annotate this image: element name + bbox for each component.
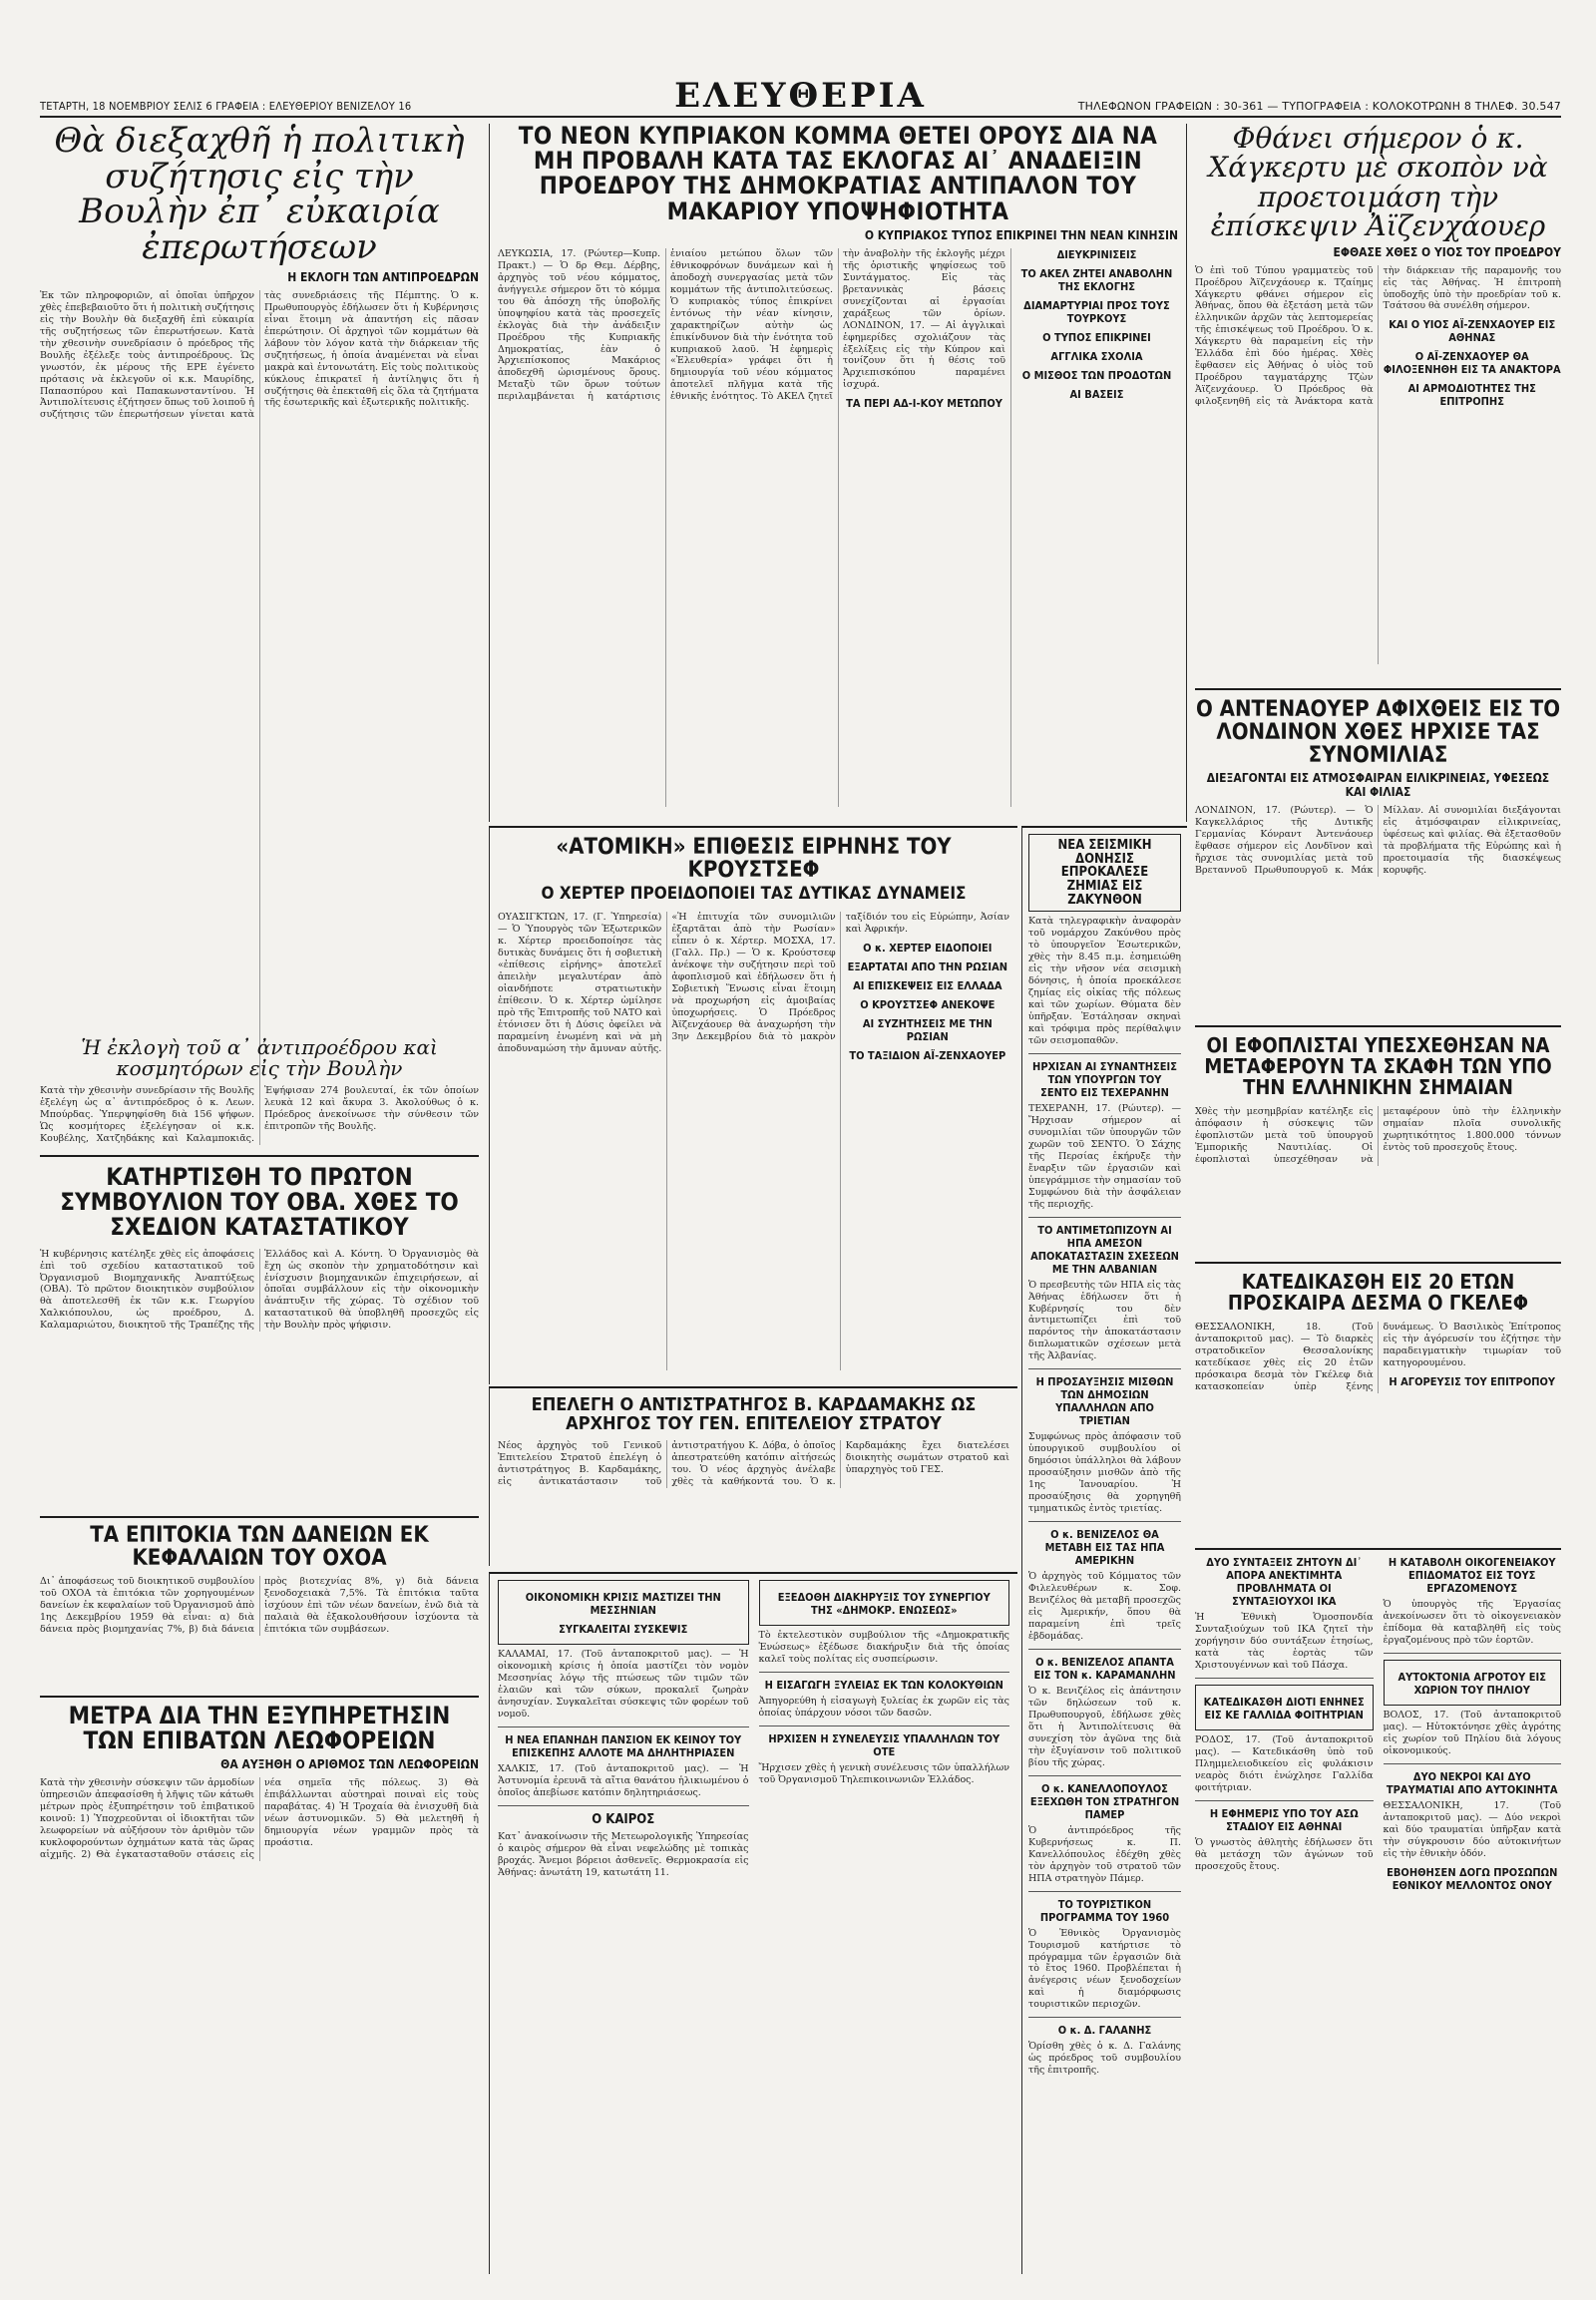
- headline-venizelos-karamanlis: Ο κ. ΒΕΝΙΖΕΛΟΣ ΑΠΑΝΤΑ ΕΙΣ ΤΟΝ κ. ΚΑΡΑΜΑΝΛΗΝ: [1033, 1655, 1176, 1682]
- body-ships: Χθὲς τὴν μεσημβρίαν κατέληξε εἰς ἀπόφασιν ἡ σύσκεψις τῶν ἐφοπλιστῶν μετὰ τοῦ ὑπουργοῦ Ἐμπορικῆς Ναυτιλίας. Οἱ ἐφοπλισταὶ ὑπεσχέθησαν νὰ μεταφέρουν ὑπὸ τὴν ἑλληνικὴν σημαίαν πλοῖα συνολικῆς χωρητικότητος 1.800.000 τόννων ἐντὸς τοῦ προσεχοῦς ἔτους.: [1195, 1106, 1561, 1165]
- kicker-hagerty: ΕΦΘΑΣΕ ΧΘΕΣ Ο ΥΙΟΣ ΤΟΥ ΠΡΟΕΔΡΟΥ: [1333, 244, 1561, 259]
- kicker-adenauer-london: ΔΙΕΞΑΓΟΝΤΑΙ ΕΙΣ ΑΤΜΟΣΦΑΙΡΑΝ ΕΙΛΙΚΡΙΝΕΙΑΣ, ΥΦΕΣΕΩΣ ΚΑΙ ΦΙΛΙΑΣ: [1206, 771, 1550, 800]
- body-crash: ΘΕΣΣΑΛΟΝΙΚΗ, 17. (Τοῦ ἀνταποκριτοῦ μας). — Δύο νεκροὶ καὶ δύο τραυματίαι ὑπῆρξαν κατὰ τὴν σύγκρουσιν δύο αὐτοκινήτων εἰς τὴν ἐθνικὴν ὁδόν.: [1383, 1799, 1561, 1859]
- headline-albania: ΤΟ ΑΝΤΙΜΕΤΩΠΙΖΟΥΝ ΑΙ ΗΠΑ ΑΜΕΣΟΝ ΑΠΟΚΑΤΑΣΤΑΣΙΝ ΣΧΕΣΕΩΝ ΜΕ ΤΗΝ ΑΛΒΑΝΙΑΝ: [1030, 1223, 1179, 1276]
- subhead-khrushchev-1: Ο κ. ΧΕΡΤΕΡ ΕΙΔΟΠΟΙΕΙ: [863, 941, 993, 955]
- headline-khrushchev: «ΑΤΟΜΙΚΗ» ΕΠΙΘΕΣΙΣ ΕΙΡΗΝΗΣ ΤΟΥ ΚΡΟΥΣΤΣΕΦ: [556, 835, 952, 884]
- body-kanellopoulos: Ὁ ἀντιπρόεδρος τῆς Κυβερνήσεως κ. Π. Κανελλόπουλος ἐδέχθη χθὲς τὸν ἀρχηγὸν τοῦ στρατοῦ τῶν ΗΠΑ στρατηγὸν Πάμερ.: [1028, 1824, 1181, 1884]
- body-syndicates: Τὸ ἐκτελεστικὸν συμβούλιον τῆς «Δημοκρατικῆς Ἑνώσεως» ἐξέδωσε διακήρυξιν διὰ τῆς ὁποίας καλεῖ τοὺς πολίτας εἰς συσπείρωσιν.: [758, 1630, 1009, 1665]
- headline-kanellopoulos: Ο κ. ΚΑΝΕΛΛΟΠΟΥΛΟΣ ΕΞΕΧΩΘΗ ΤΟΝ ΣΤΡΑΤΗΓΟΝ ΠΑΜΕΡ: [1029, 1781, 1180, 1821]
- divider: [1028, 1217, 1181, 1218]
- divider: [1195, 1800, 1374, 1801]
- body-condemned: ΘΕΣΣΑΛΟΝΙΚΗ, 18. (Τοῦ ἀνταποκριτοῦ μας). — Τὸ διαρκὲς στρατοδικεῖον Θεσσαλονίκης κατεδίκασε χθὲς εἰς 20 ἐτῶν πρόσκαιρα δεσμὰ τὸν Γκέλεφ διὰ κατασκοπείαν ὑπὲρ ξένης δυνάμεως. Ὁ Βασιλικὸς Ἐπίτροπος εἰς τὴν ἀγόρευσίν του ἐζήτησε τὴν παραδειγματικὴν τιμωρίαν τοῦ κατηγορουμένου.: [1195, 1322, 1561, 1392]
- divider: [1028, 1775, 1181, 1776]
- condemned-columns: [1195, 1322, 1561, 1393]
- body-farmer: ΒΟΛΟΣ, 17. (Τοῦ ἀνταποκριτοῦ μας). — Ηὐτοκτόνησε χθὲς ἀγρότης εἰς χωρίον τοῦ Πηλίου διὰ λόγους οἰκονομικούς.: [1383, 1709, 1561, 1756]
- kicker-debate: Η ΕΚΛΟΓΗ ΤΩΝ ΑΝΤΙΠΡΟΕΔΡΩΝ: [287, 269, 479, 284]
- subhead-cyprus-8: ΑΙ ΒΑΣΕΙΣ: [1069, 387, 1124, 401]
- headline-buses: ΜΕΤΡΑ ΔΙΑ ΤΗΝ ΕΞΥΠΗΡΕΤΗΣΙΝ ΤΩΝ ΕΠΙΒΑΤΩΝ ΛΕΩΦΟΡΕΙΩΝ: [68, 1702, 451, 1755]
- body-interest: Δι᾽ ἀποφάσεως τοῦ διοικητικοῦ συμβουλίου τοῦ ΟΧΟΑ τὰ ἐπιτόκια τῶν χορηγουμένων δανείων ἐκ κεφαλαίων τοῦ Ὀργανισμοῦ ἀπὸ 1ης Δεκεμβρίου 1959 θὰ εἶναι: α) διὰ δάνεια πρὸς βιομηχανίας 7%, β) διὰ δάνεια πρὸς βιοτεχνίας 8%, γ) διὰ δάνεια ξενοδοχειακὰ 7,5%. Τὰ ἐπιτόκια ταῦτα ἰσχύουν ἐπὶ τῶν νέων δανείων, ἐνῶ διὰ τὰ παλαιὰ θὰ ἐξακολουθήσουν ἰσχύοντα τὰ ἐπιτόκια τῶν συμβάσεων.: [40, 1576, 479, 1636]
- subhead-hagerty-3: ΑΙ ΑΡΜΟΔΙΟΤΗΤΕΣ ΤΗΣ ΕΠΙΤΡΟΠΗΣ: [1407, 382, 1536, 409]
- subhead-khrushchev-3: ΑΙ ΕΠΙΣΚΕΨΕΙΣ ΕΙΣ ΕΛΛΑΔΑ: [853, 978, 1002, 992]
- box-economic-crisis: [498, 1580, 749, 1645]
- body-venizelos-us: Ὁ ἀρχηγὸς τοῦ Κόμματος τῶν Φιλελευθέρων κ. Σοφ. Βενιζέλος θὰ μεταβῆ προσεχῶς εἰς Ἀμερικήν, ὅπου θὰ παραμείνη ἐπὶ τρεῖς ἑβδομάδας.: [1028, 1571, 1181, 1642]
- body-students: ΡΟΔΟΣ, 17. (Τοῦ ἀνταποκριτοῦ μας). — Κατεδικάσθη ὑπὸ τοῦ Πλημμελειοδικείου εἰς φυλάκισιν νεαρὸς διότι ἐνώχλησε Γαλλίδα φοιτήτριαν.: [1195, 1733, 1374, 1793]
- headline-kolokotronis: Η ΕΙΣΑΓΩΓΗ ΞΥΛΕΙΑΣ ΕΚ ΤΩΝ ΚΟΛΟΚΥΘΙΩΝ: [764, 1678, 1003, 1692]
- headline-ships: ΟΙ ΕΦΟΠΛΙΣΤΑΙ ΥΠΕΣΧΕΘΗΣΑΝ ΝΑ ΜΕΤΑΦΕΡΟΥΝ ΤΑ ΣΚΑΦΗ ΤΩΝ ΥΠΟ ΤΗΝ ΕΛΛΗΝΙΚΗΝ ΣΗΜΑΙΑΝ: [1204, 1033, 1552, 1099]
- article-kardamakis: [489, 1386, 1017, 1566]
- masthead: [40, 78, 1561, 118]
- body-debate: Ἐκ τῶν πληροφοριῶν, αἱ ὁποῖαι ὑπῆρχον χθὲς ἐπεβεβαιοῦτο ὅτι ἡ πολιτικὴ συζήτησις εἰς τὴν Βουλὴν θὰ διεξαχθῆ ἐπὶ εὐκαιρία τῆς συζητήσεως τῶν ἐπερωτήσεων. Κατὰ τὴν χθεσινὴν συνεδρίασιν ὁ πρόεδρος τῆς Βουλῆς ἐξέλεξε τοὺς ἀντιπροέδρους. Ὡς γνωστόν, ἐκ μέρους τῆς ΕΡΕ ἐγένετο πρότασις νὰ ἐκλεγοῦν οἱ κ.κ. Μαυρίδης, Παπασπύρου καὶ Παπακωνσταντίνου. Ἡ Ἀντιπολίτευσις ἐζήτησεν ὅπως τοῦ λοιποῦ ἡ συζήτησις τῶν ἐπερωτήσεων γίνεται κατὰ τὰς συνεδριάσεις τῆς Πέμπτης. Ὁ κ. Πρωθυπουργὸς ἐδήλωσεν ὅτι ἡ Κυβέρνησις εἶναι ἕτοιμη νὰ ἀπαντήση εἰς πᾶσαν ἐπερώτησιν. Οἱ ἀρχηγοὶ τῶν κομμάτων θὰ λάβουν τὸν λόγον κατὰ τὴν διάρκειαν τῆς συζητήσεως, ἡ ὁποία ἀναμένεται νὰ εἶναι μακρὰ καὶ ἐντονωτάτη. Εἰς τοὺς πολιτικοὺς κύκλους ἐπικρατεῖ ἡ ἀντίληψις ὅτι ἡ συζήτησις θὰ ἐπεκταθῆ εἰς ὅλα τὰ ζητήματα τῆς ἐσωτερικῆς καὶ ἐξωτερικῆς πολιτικῆς.: [40, 289, 479, 421]
- divider: [759, 1672, 1010, 1673]
- headline-weather: Ο ΚΑΙΡΟΣ: [592, 1811, 655, 1827]
- body-khrushchev: ΟΥΑΣΙΓΚΤΩΝ, 17. (Γ. Ὑπηρεσία) — Ὁ Ὑπουργὸς τῶν Ἐξωτερικῶν κ. Χέρτερ προειδοποίησε τὰς δυτικὰς δυνάμεις ὅτι ἡ σοβιετικὴ «ἐπίθεσις εἰρήνης» ἀποτελεῖ ἀπειλὴν μεγαλυτέραν ἀπὸ οἱανδήποτε στρατιωτικὴν ἐπίθεσιν. Ὁ κ. Χέρτερ ὡμίλησε πρὸ τῆς Ἐπιτροπῆς τοῦ ΝΑΤΟ καὶ ἐτόνισεν ὅτι ἡ Δύσις ὀφείλει νὰ παραμείνη ἑνωμένη καὶ νὰ μὴ ἀποδυναμώση τὴν ἄμυναν αὐτῆς. «Ἡ ἐπιτυχία τῶν συνομιλιῶν ἐξαρτᾶται ἀπὸ τὴν Ρωσίαν» εἶπεν ὁ κ. Χέρτερ. ΜΟΣΧΑ, 17. (Γαλλ. Πρ.) — Ὁ κ. Κρούστσεφ ἀνέκοψε τὴν συζήτησιν περὶ τοῦ ἀφοπλισμοῦ καὶ ἐδήλωσεν ὅτι ἡ Σοβιετικὴ Ἕνωσις εἶναι ἕτοιμη νὰ προχωρήση εἰς ἀμοιβαίας ὑποχωρήσεις. Ὁ Πρόεδρος Ἀϊζενχάουερ θὰ ἀναχωρήση τὴν 3ην Δεκεμβρίου διὰ τὸ μακρὸν ταξίδιόν του εἰς Εὐρώπην, Ἀσίαν καὶ Ἀφρικήν.: [498, 912, 1009, 1054]
- body-tehran: ΤΕΧΕΡΑΝΗ, 17. (Ρώυτερ). — Ἤρχισαν σήμερον αἱ συνομιλίαι τῶν ὑπουργῶν τῶν χωρῶν τοῦ ΣΕΝΤΟ. Ὁ Σάχης τῆς Περσίας ἐκήρυξε τὴν ἔναρξιν τῶν ἐργασιῶν καὶ ὑπεγράμμισε τὴν σημασίαν τοῦ Συμφώνου διὰ τὴν ἀσφάλειαν τῆς περιοχῆς.: [1028, 1102, 1181, 1210]
- subhead-cyprus-2: ΔΙΕΥΚΡΙΝΙΣΕΙΣ: [1056, 247, 1137, 261]
- divider: [1028, 1521, 1181, 1522]
- headline-debate: Θὰ διεξαχθῆ ἡ πολιτικὴ συζήτησις εἰς τὴν Βουλὴν ἐπ᾽ εὐκαιρία ἐπερωτήσεων: [54, 121, 465, 268]
- article-cyprus: [489, 124, 1187, 822]
- box-syndicates: [759, 1580, 1010, 1626]
- kicker-buses: ΘΑ ΑΥΞΗΘΗ Ο ΑΡΙΘΜΟΣ ΤΩΝ ΛΕΩΦΟΡΕΙΩΝ: [220, 1757, 479, 1772]
- subhead-khrushchev: Ο ΧΕΡΤΕΡ ΠΡΟΕΙΔΟΠΟΙΕΙ ΤΑΣ ΔΥΤΙΚΑΣ ΔΥΝΑΜΕΙΣ: [541, 884, 967, 905]
- subhead-cyprus-3: ΤΟ ΑΚΕΛ ΖΗΤΕΙ ΑΝΑΒΟΛΗΝ ΤΗΣ ΕΚΛΟΓΗΣ: [1020, 266, 1173, 293]
- article-adenauer-us: [1195, 124, 1561, 682]
- body-pappas: ΧΑΛΚΙΣ, 17. (Τοῦ ἀνταποκριτοῦ μας). — Ἡ Ἀστυνομία ἐρευνᾶ τὰ αἴτια θανάτου ἡλικιωμένου ὁ ὁποῖος ἀπεβίωσε κατόπιν δηλητηριάσεως.: [498, 1762, 749, 1798]
- kicker-economic-crisis: ΣΥΓΚΑΛΕΙΤΑΙ ΣΥΣΚΕΨΙΣ: [559, 1623, 688, 1636]
- subhead-cyprus-6: ΑΓΓΛΙΚΑ ΣΧΟΛΙΑ: [1050, 349, 1143, 363]
- headline-economic-crisis: ΟΙΚΟΝΟΜΙΚΗ ΚΡΙΣΙΣ ΜΑΣΤΙΖΕΙ ΤΗΝ ΜΕΣΣΗΝΙΑΝ: [525, 1591, 721, 1617]
- body-cyprus: ΛΕΥΚΩΣΙΑ, 17. (Ρώυτερ—Κυπρ. Πρακτ.) — Ὁ δρ Θεμ. Δέρβης, ἀρχηγὸς τοῦ νέου κόμματος, ἀνήγγειλε σήμερον ὅτι τὸ κόμμα του θὰ ἀπόσχη τῆς ὑποβολῆς ὑποψηφίου κατὰ τὰς προσεχεῖς ἐκλογὰς διὰ τὴν ἀνάδειξιν Προέδρου τῆς Κυπριακῆς Δημοκρατίας, ἐὰν ὁ Ἀρχιεπίσκοπος Μακάριος ἀποδεχθῆ ὡρισμένους ὅρους. Μεταξὺ τῶν ὅρων τούτων περιλαμβάνεται ἡ κατάρτισις ἑνιαίου μετώπου ὅλων τῶν ἐθνικοφρόνων δυνάμεων καὶ ἡ ἀποδοχὴ συνεργασίας μετὰ τῶν κομμάτων τῆς ἀντιπολιτεύσεως. Ὁ κυπριακὸς τύπος ἐπικρίνει ἐντόνως τὴν νέαν κίνησιν, χαρακτηρίζων αὐτὴν ὡς ἐπικίνδυνον διὰ τὴν ἑνότητα τοῦ κυπριακοῦ λαοῦ. Ἡ ἐφημερὶς «Ἐλευθερία» γράφει ὅτι ἡ δημιουργία τοῦ νέου κόμματος ἀποτελεῖ πλῆγμα κατὰ τῆς ἐθνικῆς ἑνότητος. Τὸ ΑΚΕΛ ζητεῖ τὴν ἀναβολὴν τῆς ἐκλογῆς μέχρι τῆς ὁριστικῆς ψηφίσεως τοῦ Συντάγματος. Εἰς τὰς βρεταννικὰς βάσεις συνεχίζονται αἱ ἐργασίαι χαράξεως τῶν ὁρίων. ΛΟΝΔΙΝΟΝ, 17. — Αἱ ἀγγλικαὶ ἐφημερίδες σχολιάζουν τὰς ἐξελίξεις εἰς τὴν Κύπρον καὶ τονίζουν ὅτι ἡ θέσις τοῦ Ἀρχιεπισκόπου παραμένει ἰσχυρά.: [498, 247, 1005, 403]
- subhead-hagerty-1: ΚΑΙ Ο ΥΙΟΣ ΑΪ-ΖΕΝΧΑΟΥΕΡ ΕΙΣ ΑΘΗΝΑΣ: [1389, 318, 1556, 345]
- headline-galanis: Ο κ. Δ. ΓΑΛΑΝΗΣ: [1057, 2024, 1152, 2038]
- body-salaries: Συμφώνως πρὸς ἀπόφασιν τοῦ ὑπουργικοῦ συμβουλίου οἱ δημόσιοι ὑπάλληλοι θὰ λάβουν προσαύξησιν μισθῶν ἀπὸ τῆς 1ης Ἰανουαρίου. Ἡ προσαύξησις θὰ χορηγηθῆ τμηματικῶς ἐντὸς τριετίας.: [1028, 1431, 1181, 1515]
- subhead-cyprus-1: ΤΑ ΠΕΡΙ ΑΔ-Ι-ΚΟΥ ΜΕΤΩΠΟΥ: [846, 397, 1002, 411]
- article-debate: [40, 121, 479, 1131]
- headline-syndicates: ΕΞΕΔΟΘΗ ΔΙΑΚΗΡΥΞΙΣ ΤΟΥ ΣΥΝΕΡΓΙΟΥ ΤΗΣ «ΔΗΜΟΚΡ. ΕΝΩΣΕΩΣ»: [777, 1591, 991, 1617]
- subhead-cyprus-5: Ο ΤΥΠΟΣ ΕΠΙΚΡΙΝΕΙ: [1042, 330, 1151, 344]
- newspaper-title: ΕΛΕΥΘΕΡΙΑ: [674, 76, 927, 116]
- headline-tehran: ΗΡΧΙΣΑΝ ΑΙ ΣΥΝΑΝΤΗΣΕΙΣ ΤΩΝ ΥΠΟΥΡΓΩΝ ΤΟΥ ΣΕΝΤΟ ΕΙΣ ΤΕΧΕΡΑΝΗΝ: [1032, 1059, 1177, 1099]
- body-hagerty: Ὁ ἐπὶ τοῦ Τύπου γραμματεὺς τοῦ Προέδρου Ἀϊζενχάουερ κ. Τζαίημς Χάγκερτυ φθάνει σήμερον εἰς Ἀθήνας, ὅπου θὰ ἐξετάση μετὰ τῶν ἑλληνικῶν ἀρχῶν τὰς λεπτομερείας τῆς ἐπισκέψεως τοῦ Προέδρου. Ὁ κ. Χάγκερτυ θὰ παραμείνη εἰς τὴν Ἑλλάδα ἐπὶ δύο ἡμέρας. Χθὲς ἔφθασεν εἰς Ἀθήνας ὁ υἱὸς τοῦ Προέδρου ταγματάρχης Τζὼν Ἀϊζενχάουερ. Ὁ Πρόεδρος θὰ φιλοξενηθῆ εἰς τὰ Ἀνάκτορα κατὰ τὴν διάρκειαν τῆς παραμονῆς του εἰς τὰς Ἀθήνας. Ἡ ἐπιτροπὴ ὑποδοχῆς ὑπὸ τὴν προεδρίαν τοῦ κ. Τσάτσου θὰ συνέλθη σήμερον.: [1195, 264, 1561, 408]
- headline-quake: ΝΕΑ ΣΕΙΣΜΙΚΗ ΔΟΝΗΣΙΣ ΕΠΡΟΚΑΛΕΣΕ ΖΗΜΙΑΣ ΕΙΣ ΖΑΚΥΝΘΟΝ: [1057, 838, 1152, 908]
- article-buses: [40, 1696, 479, 2276]
- subhead-condemned-1: Η ΑΓΟΡΕΥΣΙΣ ΤΟΥ ΕΠΙΤΡΟΠΟΥ: [1389, 1374, 1556, 1388]
- masthead-date-address: ΤΕΤΑΡΤΗ, 18 ΝΟΕΜΒΡΙΟΥ ΣΕΛΙΣ 6 ΓΡΑΦΕΙΑ : ΕΛΕΥΘΕΡΙΟΥ ΒΕΝΙΖΕΛΟΥ 16: [40, 100, 412, 113]
- right-bottom-section: [1195, 1548, 1561, 2276]
- headline-kardamakis: ΕΠΕΛΕΓΗ Ο ΑΝΤΙΣΤΡΑΤΗΓΟΣ Β. ΚΑΡΔΑΜΑΚΗΣ ΩΣ ΑΡΧΗΓΟΣ ΤΟΥ ΓΕΝ. ΕΠΙΤΕΛΕΙΟΥ ΣΤΡΑΤΟΥ: [531, 1394, 977, 1434]
- body-albania: Ὁ πρεσβευτὴς τῶν ΗΠΑ εἰς τὰς Ἀθήνας ἐδήλωσεν ὅτι ἡ Κυβέρνησίς του δὲν ἀντιμετωπίζει ἐπὶ τοῦ παρόντος τὴν ἀποκατάστασιν διπλωματικῶν σχέσεων μετὰ τῆς Ἀλβανίας.: [1028, 1279, 1181, 1362]
- headline-salaries: Η ΠΡΟΣΑΥΞΗΣΙΣ ΜΙΣΘΩΝ ΤΩΝ ΔΗΜΟΣΙΩΝ ΥΠΑΛΛΗΛΩΝ ΑΠΟ ΤΡΙΕΤΙΑΝ: [1035, 1375, 1174, 1428]
- headline-ika: ΔΥΟ ΣΥΝΤΑΞΕΙΣ ΖΗΤΟΥΝ ΔΙ᾽ ΑΠΟΡΑ ΑΝΕΚΤΙΜΗΤΑ ΠΡΟΒΛΗΜΑΤΑ ΟΙ ΣΥΝΤΑΞΙΟΥΧΟΙ ΙΚΑ: [1206, 1556, 1363, 1608]
- box-students: [1195, 1685, 1374, 1730]
- subhead-cyprus-7: Ο ΜΙΣΘΟΣ ΤΩΝ ΠΡΟΔΟΤΩΝ: [1021, 368, 1172, 382]
- divider: [498, 1726, 749, 1727]
- body-turtles: Ὁ γνωστὸς ἀθλητὴς ἐδήλωσεν ὅτι θὰ μετάσχη τῶν ἀγώνων τοῦ προσεχοῦς ἔτους.: [1195, 1836, 1374, 1872]
- box-farmer: [1384, 1660, 1562, 1706]
- divider: [1028, 1891, 1181, 1892]
- cyprus-columns: [498, 248, 1178, 807]
- article-vp-election: [40, 1035, 479, 1144]
- body-ika: Ἡ Ἐθνικὴ Ὁμοσπονδία Συνταξιούχων τοῦ ΙΚΑ ζητεῖ τὴν χορήγησιν δύο συντάξεων ἐτησίως, κατὰ τὰς ἑορτὰς τῶν Χριστουγέννων καὶ τοῦ Πάσχα.: [1195, 1612, 1374, 1671]
- headline-cyprus: ΤΟ ΝΕΟΝ ΚΥΠΡΙΑΚΟΝ ΚΟΜΜΑ ΘΕΤΕΙ ΟΡΟΥΣ ΔΙΑ ΝΑ ΜΗ ΠΡΟΒΑΛΗ ΚΑΤΑ ΤΑΣ ΕΚΛΟΓΑΣ ΑΙ᾽ ΑΝΑΔΕΙΞΙΝ ΠΡΟΕΔΡΟΥ ΤΗΣ ΔΗΜΟΚΡΑΤΙΑΣ ΑΝΤΙΠΑΛΟΝ ΤΟΥ ΜΑΚΑΡΙΟΥ ΥΠΟΨΗΦΙΟΤΗΤΑ: [518, 122, 1158, 225]
- divider: [1028, 1368, 1181, 1369]
- article-oba: [40, 1155, 479, 1516]
- body-vp-election: Κατὰ τὴν χθεσινὴν συνεδρίασιν τῆς Βουλῆς ἐξελέγη ὡς α᾽ ἀντιπρόεδρος ὁ κ. Λεων. Μπούρδας. Ὑπερψηφίσθη διὰ 156 ψήφων. Ὡς κοσμήτορες ἐξελέγησαν οἱ κ.κ. Κουβέλης, Χατζηδάκης καὶ Καλαμποκιᾶς. Ἐψήφισαν 274 βουλευταί, ἐκ τῶν ὁποίων λευκὰ 12 καὶ ἄκυρα 3. Ἀκολούθως ὁ κ. Πρόεδρος ἀνεκοίνωσε τὴν σύνθεσιν τῶν ἐπιτροπῶν τῆς Βουλῆς.: [40, 1085, 479, 1144]
- article-adenauer-london: [1195, 688, 1561, 1019]
- body-oba: Ἡ κυβέρνησις κατέληξε χθὲς εἰς ἀποφάσεις ἐπὶ τοῦ σχεδίου καταστατικοῦ τοῦ Ὀργανισμοῦ Βιομηχανικῆς Ἀναπτύξεως (ΟΒΑ). Τὸ πρῶτον διοικητικὸν συμβούλιον θὰ ἀποτελεσθῆ ἐκ τῶν κ.κ. Γεωργίου Χαλκιόπουλου, ὡς προέδρου, Δ. Καλαμαριώτου, διοικητοῦ τῆς Τραπέζης τῆς Ἑλλάδος καὶ Α. Κόντη. Ὁ Ὀργανισμὸς θὰ ἔχη ὡς σκοπὸν τὴν χρηματοδότησιν καὶ ἐνίσχυσιν βιομηχανικῶν ἐπιχειρήσεων, αἱ ὁποῖαι συμβάλλουν εἰς τὴν οἰκονομικὴν ἀνάπτυξιν τῆς χώρας. Τὸ σχέδιον τοῦ καταστατικοῦ θὰ ὑποβληθῆ προσεχῶς εἰς τὴν Βουλὴν πρὸς ψήφισιν.: [40, 1248, 479, 1332]
- headline-tourism: ΤΟ ΤΟΥΡΙΣΤΙΚΟΝ ΠΡΟΓΡΑΜΜΑ ΤΟΥ 1960: [1039, 1897, 1170, 1924]
- headline-crash: ΔΥΟ ΝΕΚΡΟΙ ΚΑΙ ΔΥΟ ΤΡΑΥΜΑΤΙΑΙ ΑΠΟ ΑΥΤΟΚΙΝΗΤΑ: [1386, 1769, 1558, 1796]
- headline-hagerty: Φθάνει σήμερον ὁ κ. Χάγκερτυ μὲ σκοπὸν νὰ προετοιμάση τὴν ἐπίσκεψιν Ἀϊζενχάουερ: [1208, 122, 1548, 243]
- article-interest: [40, 1516, 479, 1688]
- divider: [1028, 1649, 1181, 1650]
- divider: [1384, 1763, 1562, 1764]
- headline-farmer: ΑΥΤΟΚΤΟΝΙΑ ΑΓΡΟΤΟΥ ΕΙΣ ΧΩΡΙΟΝ ΤΟΥ ΠΗΛΙΟΥ: [1397, 1670, 1546, 1697]
- divider: [1028, 2017, 1181, 2018]
- body-ote: Ἤρχισεν χθὲς ἡ γενικὴ συνέλευσις τῶν ὑπαλλήλων τοῦ Ὀργανισμοῦ Τηλεπικοινωνιῶν Ἑλλάδος.: [758, 1761, 1009, 1785]
- body-galanis: Ὁρίσθη χθὲς ὁ κ. Δ. Γαλάνης ὡς πρόεδρος τοῦ συμβουλίου τῆς ἐπιτροπῆς.: [1028, 2041, 1181, 2077]
- headline-pappas: Η ΝΕΑ ΕΠΑΝΗΔΗ ΠΑΝΣΙΟΝ ΕΚ ΚΕΙΝΟΥ ΤΟΥ ΕΠΙΣΚΕΠΗΣ ΑΛΛΟΤΕ ΜΑ ΔΗΛΗΤΗΡΙΑΣΕΝ: [505, 1732, 742, 1759]
- subhead-cyprus-4: ΔΙΑΜΑΡΤΥΡΙΑΙ ΠΡΟΣ ΤΟΥΣ ΤΟΥΡΚΟΥΣ: [1023, 298, 1170, 325]
- divider: [759, 1725, 1010, 1726]
- headline-condemned: ΚΑΤΕΔΙΚΑΣΘΗ ΕΙΣ 20 ΕΤΩΝ ΠΡΟΣΚΑΙΡΑ ΔΕΣΜΑ Ο ΓΚΕΛΕΦ: [1227, 1270, 1529, 1315]
- divider: [1028, 1053, 1181, 1054]
- body-tourism: Ὁ Ἐθνικὸς Ὀργανισμὸς Τουρισμοῦ κατήρτισε τὸ πρόγραμμα τῶν ἐργασιῶν διὰ τὸ ἔτος 1960. Προβλέπεται ἡ ἀνέγερσις νέων ξενοδοχείων καὶ ἡ διαμόρφωσις τουριστικῶν περιοχῶν.: [1028, 1927, 1181, 2011]
- subhead-hagerty-2: Ο ΑΪ-ΖΕΝΧΑΟΥΕΡ ΘΑ ΦΙΛΟΞΕΝΗΘΗ ΕΙΣ ΤΑ ΑΝΑΚΤΟΡΑ: [1383, 350, 1561, 377]
- headline-ote: ΗΡΧΙΣΕΝ Η ΣΥΝΕΛΕΥΣΙΣ ΥΠΑΛΛΗΛΩΝ ΤΟΥ ΟΤΕ: [768, 1731, 1000, 1758]
- body-weather: Κατ᾽ ἀνακοίνωσιν τῆς Μετεωρολογικῆς Ὑπηρεσίας ὁ καιρὸς σήμερον θὰ εἶναι νεφελώδης μὲ τοπικὰς βροχάς. Ἄνεμοι βόρειοι ἀσθενεῖς. Θερμοκρασία εἰς Ἀθήνας: ἀνωτάτη 19, κατωτάτη 11.: [498, 1830, 749, 1878]
- subhead-khrushchev-2: ΕΞΑΡΤΑΤΑΙ ΑΠΟ ΤΗΝ ΡΩΣΙΑΝ: [847, 959, 1008, 973]
- headline-vp-election: Ἡ ἐκλογὴ τοῦ α᾽ ἀντιπροέδρου καὶ κοσμητόρων εἰς τὴν Βουλὴν: [81, 1035, 438, 1080]
- headline-oba: ΚΑΤΗΡΤΙΣΘΗ ΤΟ ΠΡΩΤΟΝ ΣΥΜΒΟΥΛΙΟΝ ΤΟΥ ΟΒΑ. ΧΘΕΣ ΤΟ ΣΧΕΔΙΟΝ ΚΑΤΑΣΤΑΤΙΚΟΥ: [60, 1163, 459, 1242]
- headline-interest: ΤΑ ΕΠΙΤΟΚΙΑ ΤΩΝ ΔΑΝΕΙΩΝ ΕΚ ΚΕΦΑΛΑΙΩΝ ΤΟΥ ΟΧΟΑ: [90, 1523, 429, 1572]
- body-kardamakis: Νέος ἀρχηγὸς τοῦ Γενικοῦ Ἐπιτελείου Στρατοῦ ἐπελέγη ὁ ἀντιστράτηγος Β. Καρδαμάκης, εἰς ἀντικατάστασιν τοῦ ἀντιστρατήγου Κ. Δόβα, ὁ ὁποῖος ἀπεστρατεύθη κατόπιν αἰτήσεώς του. Ὁ νέος ἀρχηγὸς ἀνέλαβε χθὲς τὰ καθήκοντά του. Ὁ κ. Καρδαμάκης ἔχει διατελέσει διοικητὴς σωμάτων στρατοῦ καὶ ὑπαρχηγὸς τοῦ ΓΕΣ.: [498, 1439, 1009, 1487]
- kicker-cyprus: Ο ΚΥΠΡΙΑΚΟΣ ΤΥΠΟΣ ΕΠΙΚΡΙΝΕΙ ΤΗΝ ΝΕΑΝ ΚΙΝΗΣΙΝ: [864, 227, 1178, 242]
- subhead-khrushchev-6: ΤΟ ΤΑΞΙΔΙΟΝ ΑΪ-ΖΕΝΧΑΟΥΕΡ: [849, 1048, 1006, 1062]
- divider: [498, 1805, 749, 1806]
- headline-adenauer-london: Ο ΑΝΤΕΝΑΟΥΕΡ ΑΦΙΧΘΕΙΣ ΕΙΣ ΤΟ ΛΟΝΔΙΝΟΝ ΧΘΕΣ ΗΡΧΙΣΕ ΤΑΣ ΣΥΝΟΜΙΛΙΑΣ: [1195, 697, 1561, 769]
- headline-turtles: Η ΕΦΗΜΕΡΙΣ ΥΠΟ ΤΟΥ ΑΣΩ ΣΤΑΔΙΟΥ ΕΙΣ ΑΘΗΝΑΙ: [1209, 1806, 1359, 1833]
- body-adenauer-london: ΛΟΝΔΙΝΟΝ, 17. (Ρώυτερ). — Ὁ Καγκελλάριος τῆς Δυτικῆς Γερμανίας Κόνραντ Ἀντενάουερ ἔφθασε σήμερον εἰς Λονδῖνον καὶ ἤρχισε τὰς συνομιλίας μετὰ τοῦ Βρεταννοῦ Πρωθυπουργοῦ κ. Μάκ Μίλλαν. Αἱ συνομιλίαι διεξάγονται εἰς ἀτμόσφαιραν εἰλικρινείας, ὑφέσεως καὶ φιλίας. Θὰ ἐξετασθοῦν τὰ προβλήματα τῆς Εὐρώπης καὶ ἡ προετοιμασία τῆς διασκέψεως κορυφῆς.: [1195, 805, 1561, 877]
- divider: [1195, 1678, 1374, 1679]
- body-economic-crisis: ΚΑΛΑΜΑΙ, 17. (Τοῦ ἀνταποκριτοῦ μας). — Ἡ οἰκονομικὴ κρίσις ἡ ὁποία μαστίζει τὸν νομὸν Μεσσηνίας λόγῳ τῆς πτώσεως τῶν τιμῶν τῶν ἐλαιῶν καὶ τῶν σύκων, προκαλεῖ ζωηρὰν ἀνησυχίαν. Συγκαλεῖται σύσκεψις τῶν φορέων τοῦ νομοῦ.: [498, 1649, 749, 1720]
- khrushchev-columns: [498, 912, 1009, 1370]
- hagerty-columns: [1195, 265, 1561, 664]
- body-quake: Κατὰ τηλεγραφικὴν ἀναφορὰν τοῦ νομάρχου Ζακύνθου πρὸς τὸ ὑπουργεῖον Ἐσωτερικῶν, χθὲς τὴν 8.45 π.μ. ἐσημειώθη εἰς τὴν νῆσον νέα σεισμικὴ δόνησις, ἡ ὁποία προεκάλεσε ζημίας εἰς οἰκίας τῆς πόλεως καὶ τῶν χωρίων. Θύματα δὲν ὑπῆρξαν. Ἐστάλησαν σκηναὶ καὶ τρόφιμα πρὸς περίθαλψιν τῶν σεισμοπαθῶν.: [1028, 916, 1181, 1046]
- body-venizelos-karamanlis: Ὁ κ. Βενιζέλος εἰς ἀπάντησιν τῶν δηλώσεων τοῦ κ. Πρωθυπουργοῦ, ἐδήλωσε χθὲς ὅτι ἡ Ἀντιπολίτευσις θὰ συνεχίση τὸν ἀγῶνα της διὰ τὴν ἐξυγίανσιν τοῦ πολιτικοῦ βίου τῆς χώρας.: [1028, 1685, 1181, 1768]
- article-khrushchev: [489, 826, 1017, 1384]
- center-right-column: [1021, 826, 1187, 2274]
- divider: [1384, 1653, 1562, 1654]
- body-buses: Κατὰ τὴν χθεσινὴν σύσκεψιν τῶν ἁρμοδίων ὑπηρεσιῶν ἀπεφασίσθη ἡ λῆψις τῶν κάτωθι μέτρων πρὸς ἐξυπηρέτησιν τοῦ ἐπιβατικοῦ κοινοῦ: 1) Ὑποχρεοῦνται οἱ ἰδιοκτῆται τῶν λεωφορείων νὰ αὐξήσουν τὸν ἀριθμὸν τῶν κυκλοφορούντων ὀχημάτων κατὰ τὰς ὥρας αἰχμῆς. 2) Θὰ ἐγκατασταθοῦν στάσεις εἰς νέα σημεῖα τῆς πόλεως. 3) Θὰ ἐπιβάλλωνται αὐστηραὶ ποιναὶ εἰς τοὺς παραβάτας. 4) Ἡ Τροχαία θὰ ἐνισχυθῆ διὰ νέων ἀστυνομικῶν. 5) Θὰ μελετηθῆ ἡ δημιουργία νέων γραμμῶν πρὸς τὰ προάστια.: [40, 1777, 479, 1861]
- headline-students: ΚΑΤΕΔΙΚΑΣΘΗ ΔΙΟΤΙ ΕΝΗΝΕΣ ΕΙΣ ΚΕ ΓΑΛΛΙΔΑ ΦΟΙΤΗΤΡΙΑΝ: [1203, 1695, 1365, 1722]
- body-employers: Ὁ ὑπουργὸς τῆς Ἐργασίας ἀνεκοίνωσεν ὅτι τὸ οἰκογενειακὸν ἐπίδομα θὰ καταβληθῆ εἰς τοὺς ἐργαζομένους πρὸ τῶν ἑορτῶν.: [1383, 1599, 1561, 1646]
- article-ships: [1195, 1025, 1561, 1257]
- center-bottom-section: [489, 1572, 1017, 2274]
- masthead-phones: ΤΗΛΕΦΩΝΟΝ ΓΡΑΦΕΙΩΝ : 30-361 — ΤΥΠΟΓΡΑΦΕΙΑ : ΚΟΛΟΚΟΤΡΩΝΗ 8 ΤΗΛΕΦ. 30.547: [1077, 100, 1561, 113]
- subhead-khrushchev-4: Ο ΚΡΟΥΣΤΣΕΦ ΑΝΕΚΟΨΕ: [860, 997, 996, 1011]
- article-condemned: [1195, 1262, 1561, 1543]
- subhead-khrushchev-5: ΑΙ ΣΥΖΗΤΗΣΕΙΣ ΜΕ ΤΗΝ ΡΩΣΙΑΝ: [862, 1016, 993, 1043]
- box-quake: [1028, 834, 1181, 912]
- body-kolokotronis: Ἀπηγορεύθη ἡ εἰσαγωγὴ ξυλείας ἐκ χωρῶν εἰς τὰς ὁποίας ὑπάρχουν νόσοι τῶν δασῶν.: [758, 1695, 1009, 1719]
- headline-employers: Η ΚΑΤΑΒΟΛΗ ΟΙΚΟΓΕΝΕΙΑΚΟΥ ΕΠΙΔΟΜΑΤΟΣ ΕΙΣ ΤΟΥΣ ΕΡΓΑΖΟΜΕΝΟΥΣ: [1388, 1556, 1556, 1595]
- subhead-crash-1: ΕΒΟΗΘΗΣΕΝ ΔΟΓΩ ΠΡΟΣΩΠΩΝ ΕΘΝΙΚΟΥ ΜΕΛΛΟΝΤΟΣ ΟΝΟΥ: [1387, 1865, 1558, 1892]
- headline-venizelos-us: Ο κ. ΒΕΝΙΖΕΛΟΣ ΘΑ ΜΕΤΑΒΗ ΕΙΣ ΤΑΣ ΗΠΑ ΑΜΕΡΙΚΗΝ: [1044, 1528, 1165, 1568]
